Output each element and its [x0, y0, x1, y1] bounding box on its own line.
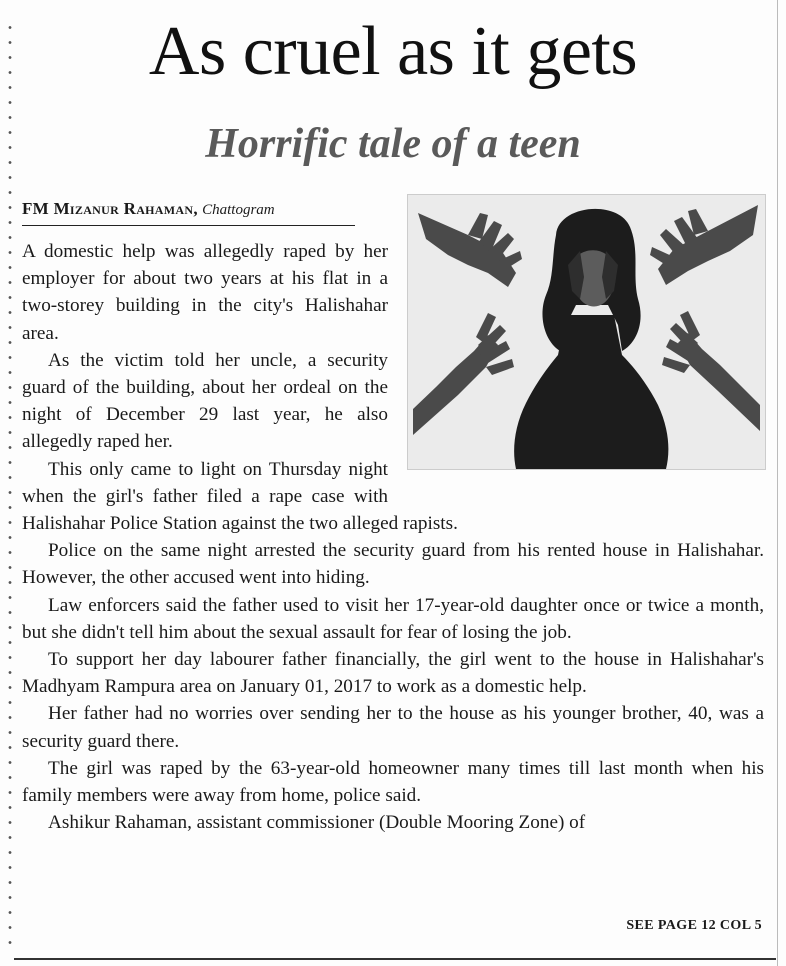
article-paragraph: A domestic help was allegedly raped by her employer for about two years at his flat in a two-storey building in the city's Halishahar area. [22, 241, 388, 344]
headline: As cruel as it gets [148, 13, 638, 90]
article-paragraph: The girl was raped by the 63-year-old homeowner many times till last month when his family members were away from home, police said. [22, 757, 764, 807]
article-paragraph: Law enforcers said the father used to visit her 17-year-old daughter once or twice a month, but she didn't tell him about the sexual assault for fear of losing the job. [22, 594, 764, 643]
byline-location: Chattogram [202, 202, 275, 218]
subheadline: Horrific tale of a teen [205, 121, 581, 167]
article-paragraph: To support her day labourer father financially, the girl went to the house in Halishahar's Madhyam Rampura area on January 01, 2017 to work as a domestic help. [22, 649, 764, 698]
column-divider [777, 0, 778, 966]
article-paragraph: As the victim told her uncle, a security guard of the building, about her ordeal on the night of December 29 last year, he also allegedly raped her. [22, 349, 388, 453]
article-body [22, 238, 764, 836]
article-paragraph: Ashikur Rahaman, assistant commissioner (Double Mooring Zone) of [48, 812, 586, 834]
article-paragraph: Her father had no worries over sending her to the house as his younger brother, 40, was a security guard there. [22, 703, 764, 752]
byline [22, 198, 355, 226]
article-paragraph: Police on the same night arrested the security guard from his rented house in Halishahar. However, the other accused went into hiding. [22, 540, 764, 589]
article-paragraph: This only came to light on Thursday night when the girl's father filed a rape case with Halishahar Police Station against the two alleged rapists. [22, 458, 458, 535]
page-bottom-rule [14, 958, 776, 960]
continuation-note: SEE PAGE 12 COL 5 [626, 918, 762, 933]
column-dotted-rule [8, 20, 12, 955]
byline-author: FM Mizanur Rahaman, [22, 199, 198, 218]
